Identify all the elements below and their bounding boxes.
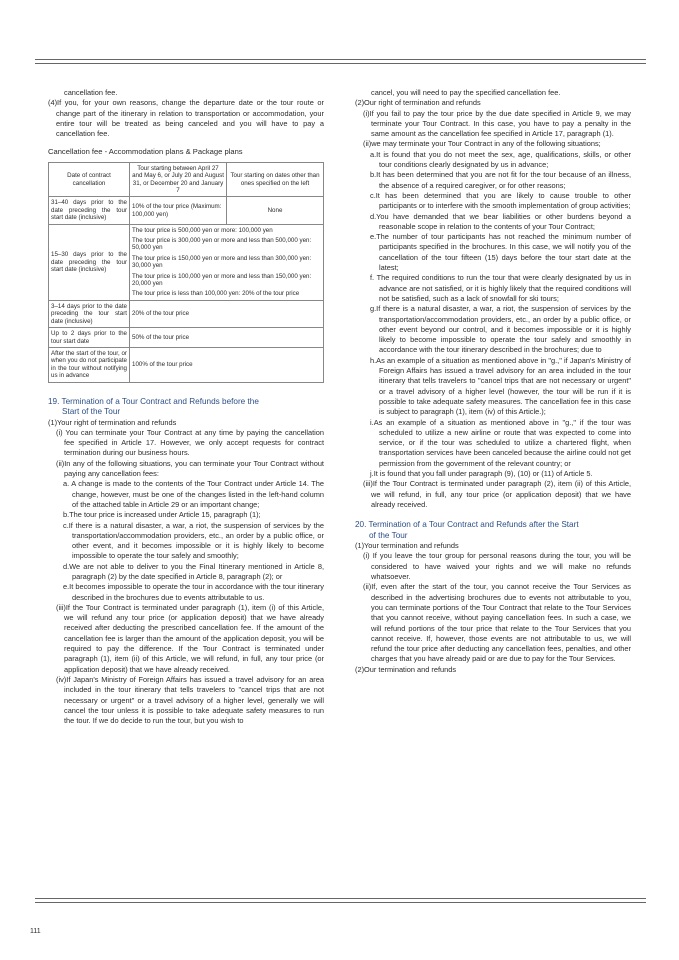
- list-item: a.It is found that you do not meet the sex, age, qualifications, skills, or other tour conditions clearly designated by us in advance;: [370, 149, 631, 170]
- table-cell: Up to 2 days prior to the tour start date: [49, 328, 130, 348]
- right-column: [355, 88, 631, 675]
- table-cell: [130, 224, 324, 300]
- list-item: g.If there is a natural disaster, a war, a riot, the suspension of services by the transportation/accommodation providers, etc., an order by a public office, or other event beyond our control, and it becomes impossible or it is highly likely to become impossible to operate the tour safely and smoothly in accordance with the tour itinerary described in the brochures; due to: [370, 304, 631, 355]
- list-item: e.It becomes impossible to operate the tour in accordance with the tour itinerary described in the brochures due to events attributable to us.: [63, 582, 324, 602]
- list-item: h.As an example of a situation as mentioned above in "g.," if Japan's Ministry of Foreign Affairs has issued a travel advisory for an area included in the tour itinerary that tells travelers to "cancel trips that are not necessary or urgent" or a travel advisory of a higher level (however, the tour will be run if it is possible to take adequate safety measures. The cancellation fee in this case is subject to paragraph (1), item (iv) of this Article.);: [370, 355, 631, 417]
- paragraph: (iii)If the Tour Contract is terminated under paragraph (2), item (ii) of this Article, we will refund, in full, any tour price (or application deposit) that we have already received.: [363, 479, 631, 509]
- paragraph: (ii)we may terminate your Tour Contract in any of the following situations;: [363, 139, 601, 149]
- price-tier: The tour price is 100,000 yen or more and less than 150,000 yen: 20,000 yen: [132, 272, 312, 288]
- table-cell: After the start of the tour, or when you do not participate in the tour without notifying us in advance: [49, 347, 130, 382]
- table-cell: None: [227, 197, 324, 224]
- list-item: a. A change is made to the contents of the Tour Contract under Article 14. The change, however, must be one of the changes listed in the left-hand column of the attached table in Article 29 or an important change;: [63, 479, 324, 509]
- table-cell: 20% of the tour price: [130, 300, 324, 327]
- table-caption: Cancellation fee - Accommodation plans & Package plans: [48, 147, 243, 157]
- list-item: i.As an example of a situation as mentioned above in "g.," if the tour was scheduled to utilize a new airline or route that was expected to come into service, or if the tour was scheduled to utilize a chartered flight, when transportation services have been canceled because the airline could not get permission from the government of the relevant country; or: [370, 417, 631, 468]
- table-header: Tour starting on dates other than ones specified on the left: [227, 162, 324, 197]
- price-tier: The tour price is less than 100,000 yen: 20% of the tour price: [132, 290, 300, 298]
- paragraph: (i) If you leave the tour group for personal reasons during the tour, you will be considered to have waived your rights and we will make no refunds whatsoever.: [363, 551, 631, 582]
- table-row: [49, 224, 324, 300]
- paragraph: (2)Our right of termination and refunds: [355, 98, 481, 108]
- paragraph: cancellation fee.: [64, 88, 118, 97]
- table-row: [49, 300, 324, 327]
- paragraph: (1)Your termination and refunds: [355, 541, 459, 551]
- top-rule: [35, 59, 646, 60]
- top-rule-inner: [35, 63, 646, 64]
- table-cell: 31–40 days prior to the date preceding the tour start date (inclusive): [49, 197, 130, 224]
- table-header: Date of contract cancellation: [49, 162, 130, 197]
- table-row: [49, 328, 324, 348]
- price-tier: The tour price is 300,000 yen or more and less than 500,000 yen: 50,000 yen: [132, 237, 312, 252]
- list-item: e.The number of tour participants has not reached the minimum number of participants specified in the brochures. In this case, we will notify you of the cancellation of the tour fifteen (15) days before the tour start date at the latest;: [370, 232, 631, 273]
- table-header: Tour starting between April 27 and May 6, or July 20 and August 31, or December 20 and January 7: [130, 162, 227, 197]
- table-cell: 50% of the tour price: [130, 328, 324, 348]
- paragraph: (ii)If, even after the start of the tour, you cannot receive the Tour Services as described in the advertising brochures due to events not attributable to you, you can terminate portions of the Tour Contract that relate to the Tour Services that you cannot receive, without paying cancellation fees. In such a case, we will refund portions of the tour price that relate to the Tour Services that you cannot receive. If, however, those events are not attributable to us, we will refund the tour price after deducting any cancellation fees, penalties, and other charges that you have already paid or are due to pay for the Tour Services.: [363, 582, 631, 664]
- bottom-rule: [35, 898, 646, 899]
- list-item: c.If there is a natural disaster, a war, a riot, the suspension of services by the transportation/accommodation providers, etc., an order by a public office, or other event, and it becomes impossible or it is highly likely to become impossible to operate the tour safely and smoothly;: [63, 520, 324, 561]
- table-row: [49, 197, 324, 224]
- list-item: j.It is found that you fall under paragraph (9), (10) or (11) of Article 5.: [370, 468, 593, 478]
- price-tier: The tour price is 150,000 yen or more and less than 300,000 yen: 30,000 yen: [132, 254, 312, 270]
- paragraph: cancel, you will need to pay the specified cancellation fee.: [371, 88, 561, 97]
- paragraph: (iii)If the Tour Contract is terminated under paragraph (1), item (i) of this Article, we will refund any tour price (or application deposit) that we have already received after deducting the prescribed cancellation fee. If the amount of the cancellation fee is larger than the amount of the application deposit, you will be required to pay the difference. If the Tour Contract is terminated under paragraph (1), item (ii) of this Article, we will refund, in full, any tour price (or application deposit) that we have already received.: [56, 602, 324, 674]
- list-item: d.You have demanded that we bear liabilities or other burdens beyond a reasonable scope in relation to the contents of your Tour Contract;: [370, 211, 631, 231]
- list-item: d.We are not able to deliver to you the Final Itinerary mentioned in Article 8, paragraph (2) by the date specified in Article 8, paragraph (2); or: [63, 561, 324, 581]
- list-item: b.It has been determined that you are not fit for the tour because of an illness, the absence of a required caregiver, or for other reasons;: [370, 170, 631, 190]
- list-item: f. The required conditions to run the tour that were clearly designated by us in advance are not satisfied, or it is highly likely that the required conditions will not be satisfied, such as a lack of snowfall for ski tours;: [370, 273, 631, 303]
- section-heading: of the Tour: [369, 530, 408, 540]
- section-heading: Start of the Tour: [62, 407, 121, 417]
- paragraph: (iv)If Japan's Ministry of Foreign Affairs has issued a travel advisory for an area included in the tour itinerary that tells travelers to "cancel trips that are not necessary or urgent" or a travel advisory of a higher level, generally we will cancel the tour unless it is possible to take adequate safety measures to run the tour. If we do decide to run the tour, but you wish to: [56, 674, 324, 726]
- paragraph: (ii)In any of the following situations, you can terminate your Tour Contract without paying any cancellation fees:: [56, 458, 324, 479]
- bottom-rule-inner: [35, 902, 646, 903]
- list-item: b.The tour price is increased under Article 15, paragraph (1);: [63, 510, 261, 520]
- cancellation-fee-table: [48, 162, 324, 383]
- page-number: 111: [30, 928, 41, 935]
- list-item: c.It has been determined that you are likely to cause trouble to other participants or to interfere with the smooth implementation of group activities;: [370, 190, 631, 211]
- paragraph: (i) You can terminate your Tour Contract at any time by paying the cancellation fee specified in Article 17. However, we only accept requests for contract termination during our business hours.: [56, 427, 324, 458]
- section-heading: 20. Termination of a Tour Contract and Refunds after the Start: [355, 520, 579, 530]
- price-tier: The tour price is 500,000 yen or more: 100,000 yen: [132, 226, 273, 234]
- paragraph: (i)If you fail to pay the tour price by the due date specified in Article 9, we may terminate your Tour Contract. In this case, you have to pay a penalty in the same amount as the cancellation fee specified in Article 17, paragraph (1).: [363, 108, 631, 139]
- table-cell: 15–30 days prior to the date preceding the tour start date (inclusive): [49, 224, 130, 300]
- table-row: [49, 347, 324, 382]
- table-row: [49, 162, 324, 197]
- table-cell: 10% of the tour price (Maximum: 100,000 yen): [130, 197, 227, 224]
- table-cell: 100% of the tour price: [130, 347, 324, 382]
- section-heading: 19. Termination of a Tour Contract and Refunds before the: [48, 396, 259, 406]
- paragraph: (4)If you, for your own reasons, change the departure date or the tour route or change part of the itinerary in relation to transportation or accommodation, your entire tour will be treated as being canceled and you will have to pay a cancellation fee.: [48, 98, 324, 139]
- left-column: [48, 88, 324, 726]
- paragraph: (2)Our termination and refunds: [355, 664, 457, 674]
- table-cell: 3–14 days prior to the date preceding the tour start date (inclusive): [49, 300, 130, 327]
- paragraph: (1)Your right of termination and refunds: [48, 417, 177, 427]
